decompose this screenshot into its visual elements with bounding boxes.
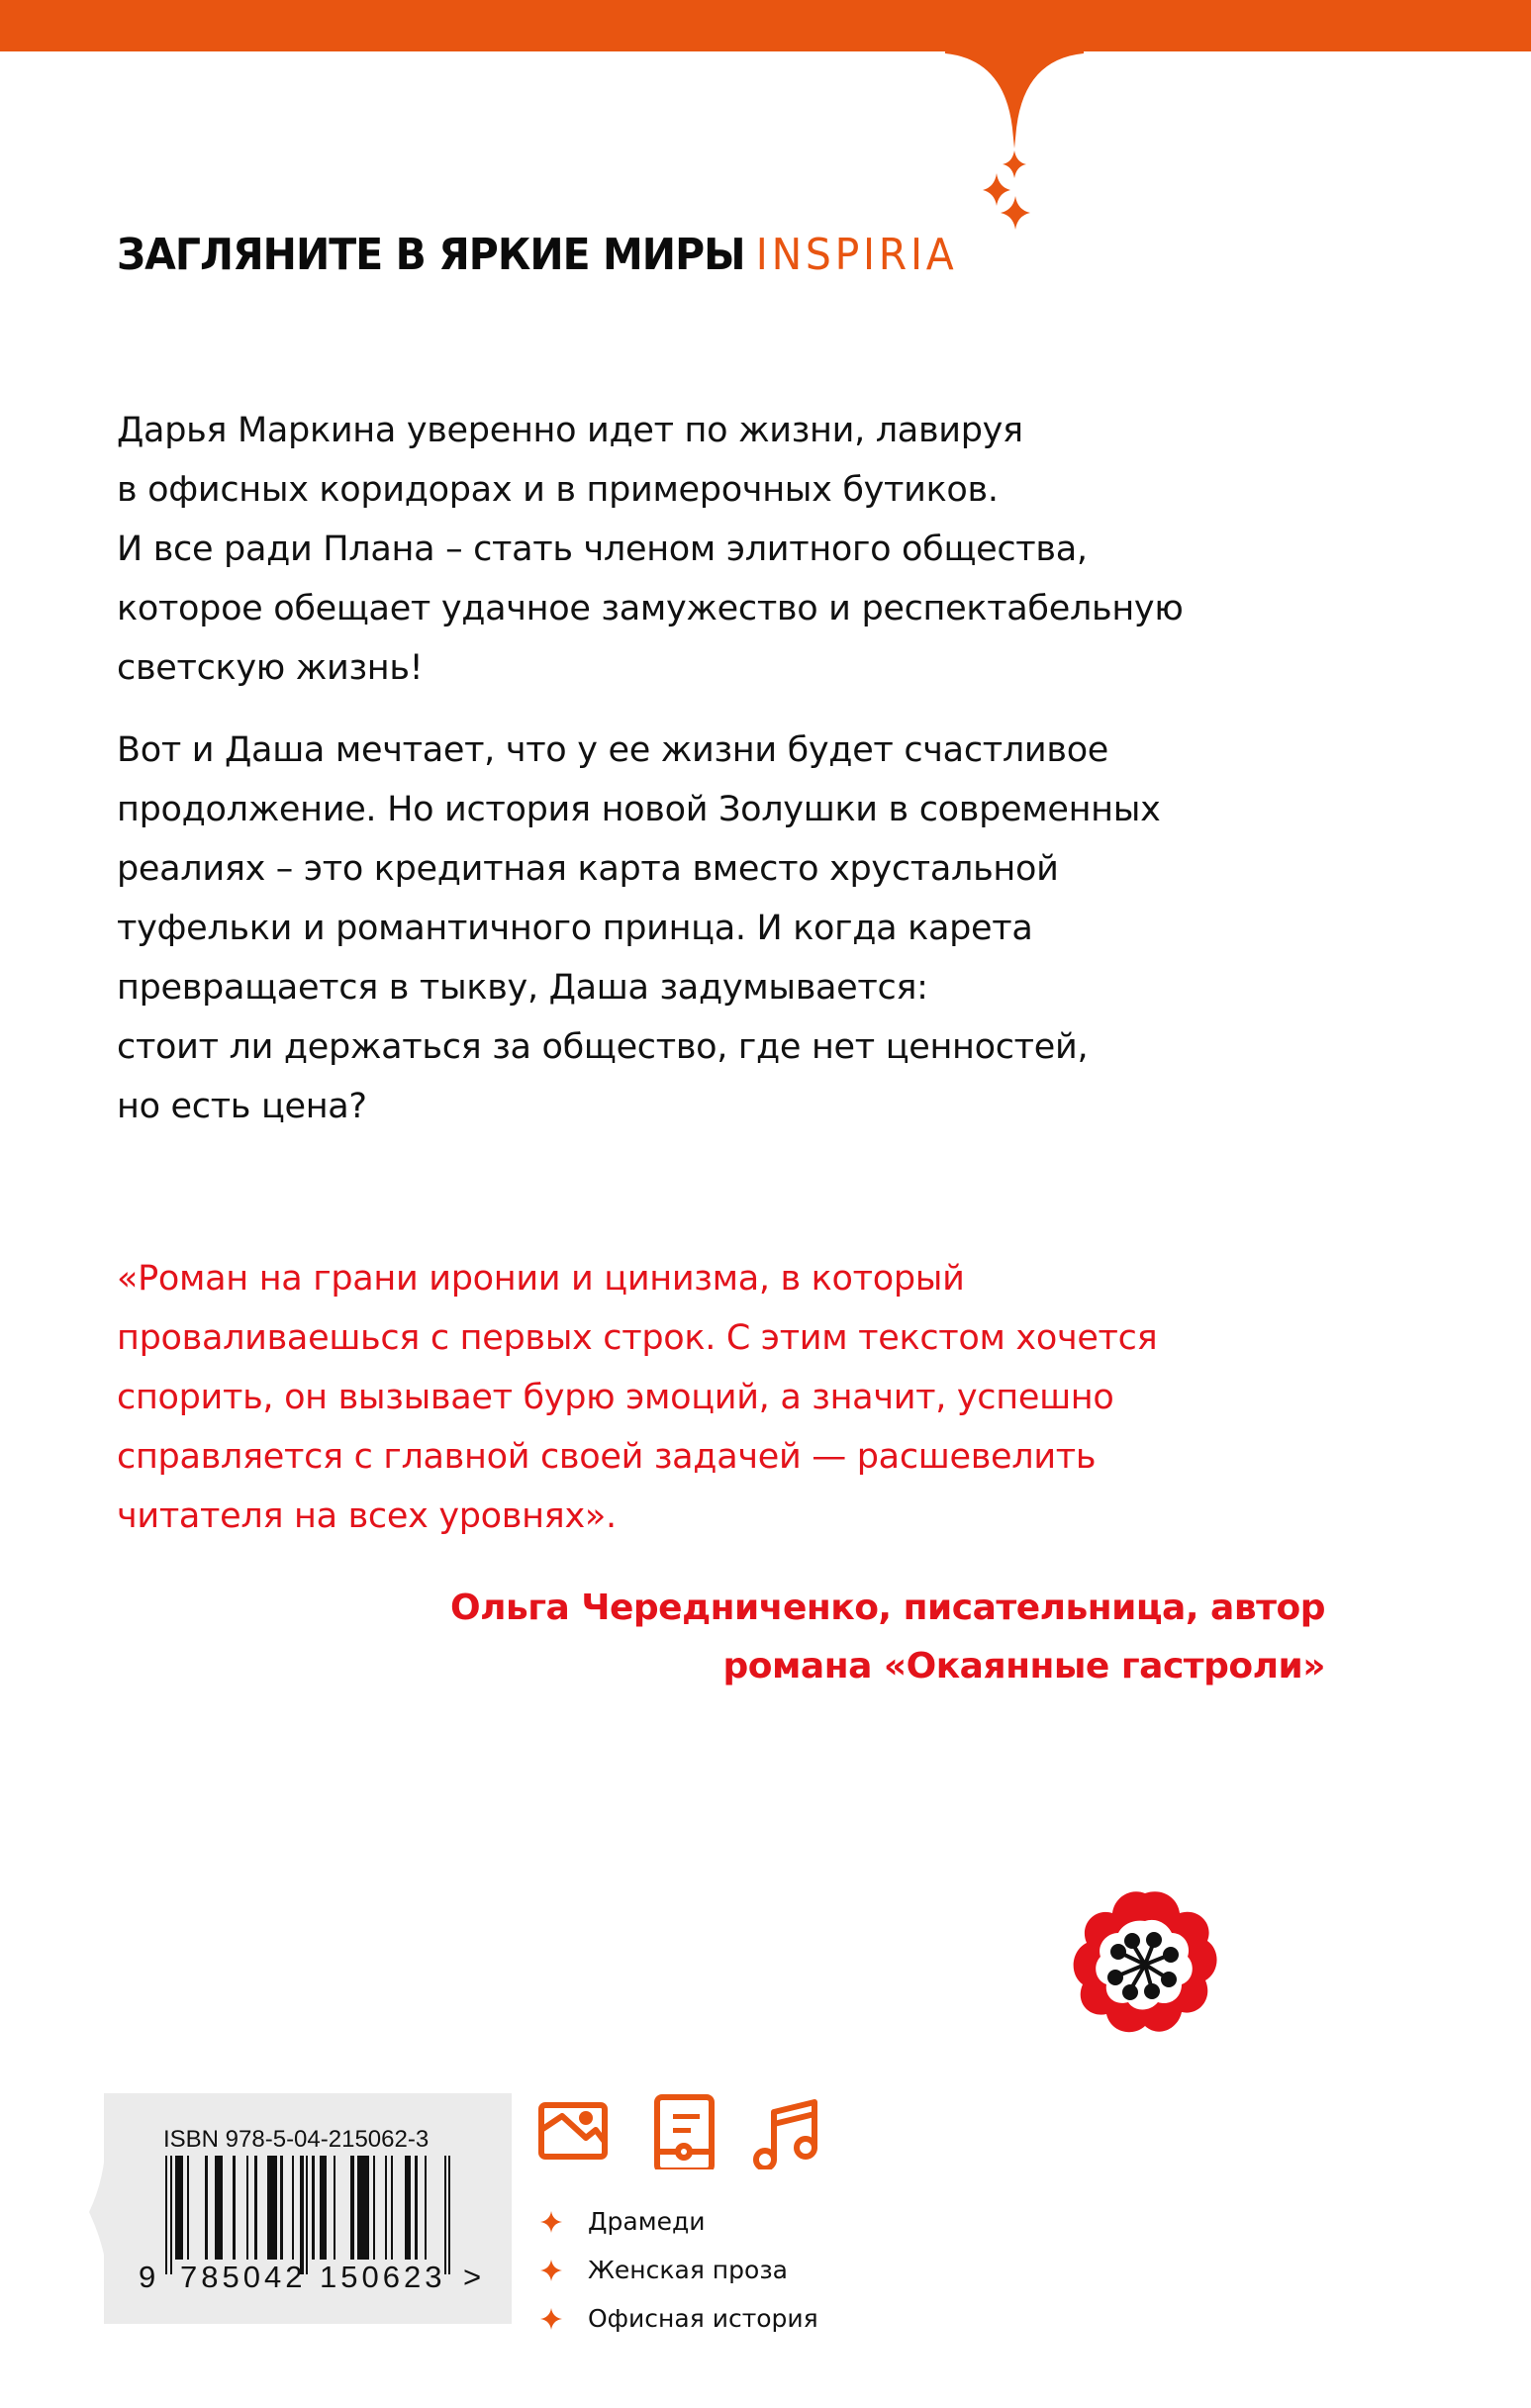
text-line: но есть цена?	[117, 1087, 367, 1126]
quote-line: справляется с главной своей задачей — расшевелить	[117, 1437, 1097, 1477]
text-line: реалиях – это кредитная карта вместо хрустальной	[117, 849, 1059, 889]
review-quote	[117, 1249, 1157, 1546]
image-icon	[541, 2105, 605, 2157]
isbn-label: ISBN 978-5-04-215062-3	[163, 2126, 430, 2153]
genre-item	[539, 2294, 818, 2343]
top-orange-band	[0, 0, 1531, 51]
barcode-end-marker: >	[463, 2260, 486, 2294]
quote-line: спорить, он вызывает бурю эмоций, а значит, успешно	[117, 1378, 1114, 1417]
drip-sparkles-icon	[945, 40, 1084, 238]
publisher-flower-logo-icon	[1071, 1885, 1219, 2039]
text-line: которое обещает удачное замужество и респектабельную	[117, 589, 1184, 628]
review-attribution	[450, 1579, 1325, 1695]
genre-list	[539, 2197, 818, 2343]
text-line: Дарья Маркина уверенно идет по жизни, лавируя	[117, 411, 1023, 450]
attribution-line: Ольга Чередниченко, писательница, автор	[450, 1588, 1325, 1628]
barcode-digits-group-1: 785042	[180, 2260, 307, 2294]
text-line: продолжение. Но история новой Золушки в современных	[117, 790, 1161, 829]
sparkle-star-icon	[539, 2259, 563, 2282]
format-icons	[534, 2090, 831, 2169]
barcode-digit-prefix: 9	[139, 2260, 160, 2294]
sparkle-star-icon	[539, 2210, 563, 2234]
genre-label: Драмеди	[588, 2207, 706, 2236]
headline-text: ЗАГЛЯНИТЕ В ЯРКИЕ МИРЫ	[117, 230, 745, 280]
genre-item	[539, 2246, 818, 2294]
barcode-icon	[165, 2156, 462, 2274]
text-line: стоит ли держаться за общество, где нет ценностей,	[117, 1027, 1089, 1067]
attribution-line: романа «Окаянные гастроли»	[722, 1646, 1325, 1686]
description-paragraph-1	[117, 401, 1184, 698]
text-line: превращается в тыкву, Даша задумывается:	[117, 968, 928, 1008]
music-note-icon	[756, 2102, 814, 2168]
image-icon-sun	[579, 2111, 593, 2125]
sparkle-star-icon	[539, 2307, 563, 2331]
text-line: в офисных коридорах и в примерочных бутиков.	[117, 470, 999, 510]
series-headline	[117, 230, 957, 280]
genre-label: Женская проза	[588, 2256, 788, 2284]
genre-item	[539, 2197, 818, 2246]
quote-line: проваливаешься с первых строк. С этим текстом хочется	[117, 1318, 1158, 1358]
text-line: И все ради Плана – стать членом элитного общества,	[117, 530, 1088, 569]
quote-line: «Роман на грани иронии и цинизма, в который	[117, 1259, 965, 1299]
text-line: туфельки и романтичного принца. И когда карета	[117, 909, 1033, 948]
brand-name: INSPIRIA	[755, 230, 958, 280]
barcode-digits-group-2: 150623	[320, 2260, 446, 2294]
text-line: Вот и Даша мечтает, что у ее жизни будет счастливое	[117, 730, 1109, 770]
text-line: светскую жизнь!	[117, 648, 424, 688]
genre-label: Офисная история	[588, 2304, 818, 2333]
quote-line: читателя на всех уровнях».	[117, 1496, 617, 1536]
description-paragraph-2	[117, 721, 1161, 1136]
